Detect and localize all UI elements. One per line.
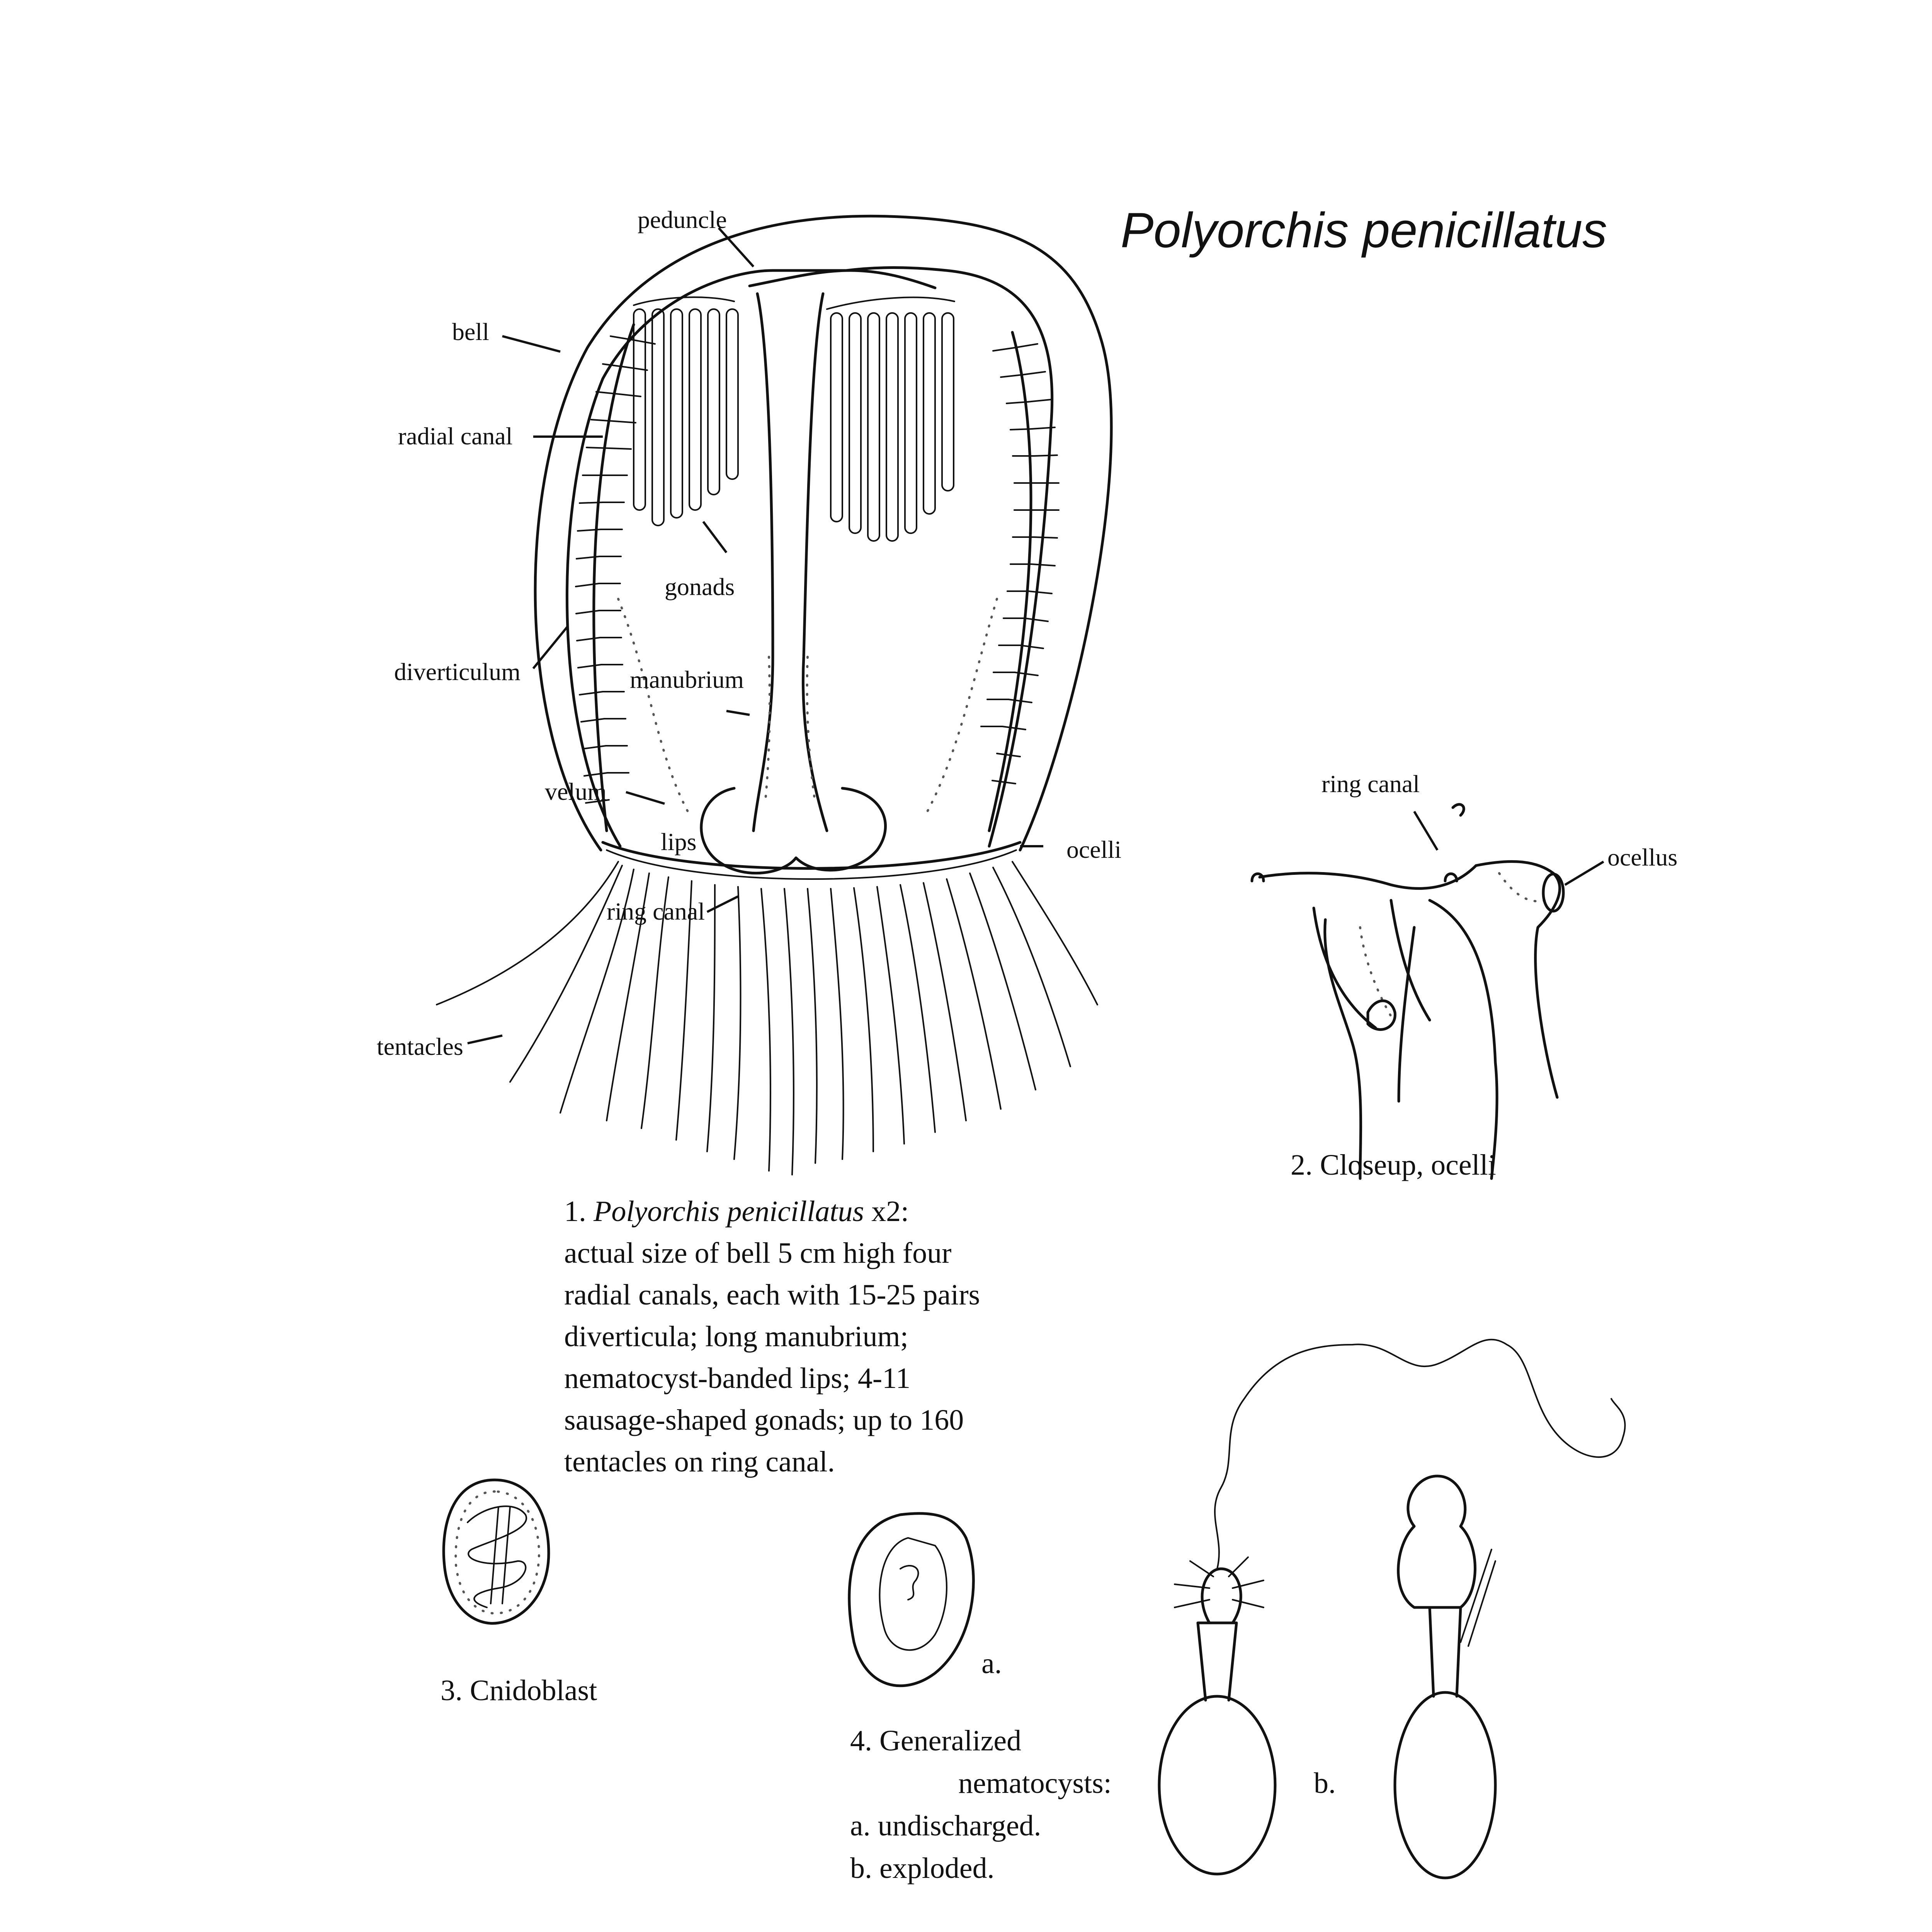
species-title: Polyorchis penicillatus	[1121, 203, 1607, 258]
fig2-label-ring-canal: ring canal	[1321, 770, 1420, 798]
fig1-caption-line: diverticula; long manubrium;	[564, 1320, 908, 1353]
fig1-caption-line: nematocyst-banded lips; 4-11	[564, 1362, 911, 1395]
figure3-caption: 3. Cnidoblast	[440, 1674, 597, 1707]
figure4-caption	[850, 1725, 1112, 1884]
fig4-caption-line: 4. Generalized	[850, 1725, 1022, 1757]
fig1-caption-line: sausage-shaped gonads; up to 160	[564, 1404, 964, 1436]
label-tentacles: tentacles	[377, 1033, 463, 1060]
manubrium-outline	[753, 294, 827, 831]
tentacles	[437, 862, 1097, 1175]
medusa-illustration	[437, 216, 1111, 1175]
fig4-caption-line: nematocysts:	[958, 1767, 1112, 1799]
fig1-caption-line: radial canals, each with 15-25 pairs	[564, 1279, 980, 1311]
fig4-caption-line: a. undischarged.	[850, 1810, 1041, 1842]
lips-outline	[701, 788, 886, 873]
fig4-label-b: b.	[1314, 1767, 1336, 1799]
fig2-leader-ocellus	[1565, 862, 1604, 885]
diverticula	[576, 336, 1059, 803]
cnidoblast-illustration	[444, 1480, 549, 1623]
fig4-caption-line: b. exploded.	[850, 1852, 995, 1884]
label-manubrium: manubrium	[630, 666, 744, 693]
nematocyst-exploded-illustration	[1159, 1340, 1625, 1878]
fig2-label-ocellus: ocellus	[1607, 844, 1678, 871]
bell-outline	[535, 216, 1111, 850]
nematocyst-undischarged-illustration	[849, 1514, 974, 1686]
radial-canal-left	[594, 325, 634, 831]
label-velum: velum	[545, 778, 607, 805]
fig1-leader-lines	[468, 228, 1043, 1043]
gonads-left	[634, 297, 738, 526]
figure1-caption	[564, 1195, 980, 1478]
fig1-caption-line: actual size of bell 5 cm high four	[564, 1237, 952, 1269]
gonads-right	[827, 298, 954, 541]
label-gonads: gonads	[665, 573, 735, 600]
ocelli-closeup-illustration	[1252, 804, 1563, 1179]
fig4-label-a: a.	[981, 1647, 1002, 1680]
label-radial-canal: radial canal	[398, 422, 513, 450]
label-diverticulum: diverticulum	[394, 658, 521, 685]
fig1-caption-title: 1. Polyorchis penicillatus x2:	[564, 1195, 909, 1228]
label-lips: lips	[661, 828, 697, 855]
label-bell: bell	[452, 318, 489, 345]
label-ocelli: ocelli	[1066, 836, 1122, 863]
fig2-leader-ring-canal	[1414, 811, 1437, 850]
peduncle-outline	[750, 270, 935, 288]
figure2-caption: 2. Closeup, ocelli	[1291, 1149, 1496, 1181]
fig1-caption-line: tentacles on ring canal.	[564, 1446, 835, 1478]
label-peduncle: peduncle	[638, 206, 727, 233]
label-ring-canal: ring canal	[607, 898, 705, 925]
